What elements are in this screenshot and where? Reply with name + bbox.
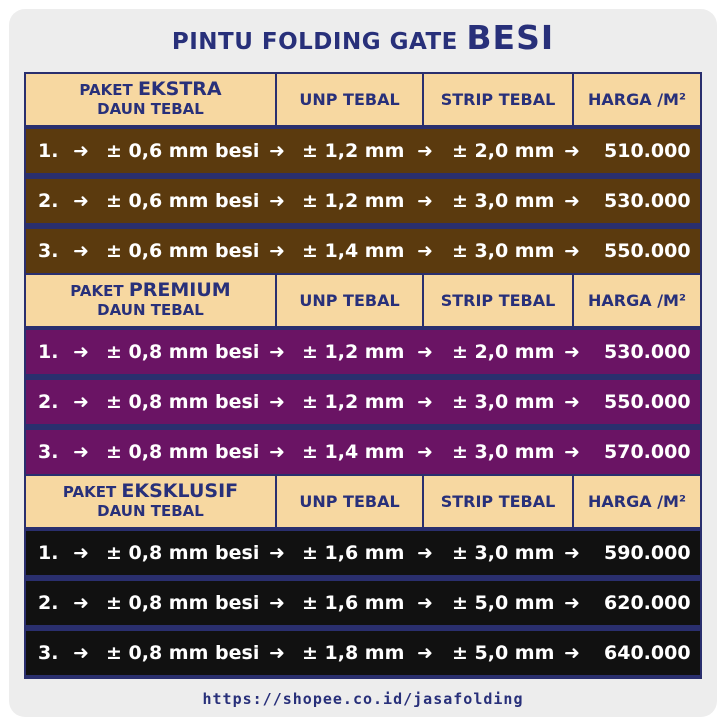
daun-value: ± 0,8 mm besi [106, 542, 260, 564]
arrow-right-icon: ➜ [564, 240, 580, 262]
strip-value: ± 3,0 mm [452, 391, 555, 413]
col-header-strip: STRIP TEBAL [424, 74, 574, 125]
arrow-right-icon: ➜ [417, 240, 433, 262]
price-value: 530.000 [604, 190, 691, 212]
col-header-harga: HARGA /M² [574, 476, 700, 527]
paket-name: PREMIUM [128, 279, 231, 301]
arrow-right-icon: ➜ [564, 592, 580, 614]
paket-label-cell [26, 476, 277, 527]
arrow-right-icon: ➜ [269, 642, 285, 664]
unp-value: ± 1,6 mm [302, 542, 405, 564]
daun-value: ± 0,8 mm besi [106, 642, 260, 664]
section-header-eksklusif [26, 476, 700, 527]
arrow-right-icon: ➜ [564, 391, 580, 413]
strip-value: ± 5,0 mm [452, 642, 555, 664]
strip-value: ± 2,0 mm [452, 140, 555, 162]
table-row [26, 378, 700, 426]
arrow-right-icon: ➜ [73, 441, 89, 463]
arrow-right-icon: ➜ [269, 542, 285, 564]
arrow-right-icon: ➜ [417, 542, 433, 564]
arrow-right-icon: ➜ [564, 642, 580, 664]
col-header-harga: HARGA /M² [574, 275, 700, 326]
table-row [26, 629, 700, 677]
table-row [26, 579, 700, 627]
arrow-right-icon: ➜ [269, 441, 285, 463]
arrow-right-icon: ➜ [73, 341, 89, 363]
price-value: 640.000 [604, 642, 691, 664]
title-prefix: PINTU FOLDING GATE [171, 29, 467, 55]
col-header-unp: UNP TEBAL [277, 74, 424, 125]
price-value: 550.000 [604, 240, 691, 262]
arrow-right-icon: ➜ [269, 341, 285, 363]
paket-subtitle: DAUN TEBAL [97, 502, 204, 520]
col-header-strip: STRIP TEBAL [424, 275, 574, 326]
arrow-right-icon: ➜ [417, 190, 433, 212]
arrow-right-icon: ➜ [73, 140, 89, 162]
arrow-right-icon: ➜ [564, 341, 580, 363]
arrow-right-icon: ➜ [73, 190, 89, 212]
arrow-right-icon: ➜ [417, 441, 433, 463]
row-number: 2. [38, 190, 59, 212]
strip-value: ± 3,0 mm [452, 190, 555, 212]
strip-value: ± 5,0 mm [452, 592, 555, 614]
page-title [0, 18, 726, 57]
arrow-right-icon: ➜ [269, 592, 285, 614]
unp-value: ± 1,4 mm [302, 441, 405, 463]
arrow-right-icon: ➜ [269, 190, 285, 212]
arrow-right-icon: ➜ [269, 391, 285, 413]
daun-value: ± 0,8 mm besi [106, 441, 260, 463]
table-row [26, 529, 700, 577]
section-header-premium [26, 275, 700, 326]
strip-value: ± 3,0 mm [452, 441, 555, 463]
arrow-right-icon: ➜ [564, 441, 580, 463]
arrow-right-icon: ➜ [417, 140, 433, 162]
unp-value: ± 1,8 mm [302, 642, 405, 664]
strip-value: ± 3,0 mm [452, 542, 555, 564]
daun-value: ± 0,6 mm besi [106, 190, 260, 212]
arrow-right-icon: ➜ [269, 240, 285, 262]
row-number: 1. [38, 542, 59, 564]
price-value: 510.000 [604, 140, 691, 162]
row-number: 3. [38, 441, 59, 463]
arrow-right-icon: ➜ [417, 642, 433, 664]
row-number: 2. [38, 592, 59, 614]
strip-value: ± 3,0 mm [452, 240, 555, 262]
table-row [26, 328, 700, 376]
unp-value: ± 1,4 mm [302, 240, 405, 262]
unp-value: ± 1,6 mm [302, 592, 405, 614]
daun-value: ± 0,8 mm besi [106, 391, 260, 413]
arrow-right-icon: ➜ [73, 642, 89, 664]
row-number: 3. [38, 240, 59, 262]
paket-label-cell [26, 275, 277, 326]
strip-value: ± 2,0 mm [452, 341, 555, 363]
table-row [26, 428, 700, 476]
unp-value: ± 1,2 mm [302, 391, 405, 413]
price-table [24, 72, 702, 679]
paket-prefix: PAKET [79, 81, 138, 99]
shop-link[interactable]: https://shopee.co.id/jasafolding [202, 690, 524, 708]
paket-subtitle: DAUN TEBAL [97, 100, 204, 118]
row-number: 2. [38, 391, 59, 413]
daun-value: ± 0,8 mm besi [106, 592, 260, 614]
arrow-right-icon: ➜ [73, 391, 89, 413]
unp-value: ± 1,2 mm [302, 190, 405, 212]
daun-value: ± 0,6 mm besi [106, 240, 260, 262]
title-emphasis: BESI [466, 18, 555, 57]
col-header-strip: STRIP TEBAL [424, 476, 574, 527]
arrow-right-icon: ➜ [417, 592, 433, 614]
price-value: 620.000 [604, 592, 691, 614]
col-header-unp: UNP TEBAL [277, 476, 424, 527]
row-number: 1. [38, 140, 59, 162]
col-header-harga: HARGA /M² [574, 74, 700, 125]
price-value: 570.000 [604, 441, 691, 463]
paket-name: EKSKLUSIF [121, 480, 239, 502]
unp-value: ± 1,2 mm [302, 140, 405, 162]
arrow-right-icon: ➜ [564, 140, 580, 162]
arrow-right-icon: ➜ [73, 592, 89, 614]
paket-label-cell [26, 74, 277, 125]
paket-prefix: PAKET [62, 483, 122, 501]
arrow-right-icon: ➜ [417, 341, 433, 363]
arrow-right-icon: ➜ [73, 542, 89, 564]
row-number: 3. [38, 642, 59, 664]
section-header-ekstra [26, 74, 700, 125]
arrow-right-icon: ➜ [564, 190, 580, 212]
table-row [26, 177, 700, 225]
paket-name: EKSTRA [137, 78, 222, 100]
arrow-right-icon: ➜ [73, 240, 89, 262]
arrow-right-icon: ➜ [564, 542, 580, 564]
table-row [26, 127, 700, 175]
daun-value: ± 0,6 mm besi [106, 140, 260, 162]
col-header-unp: UNP TEBAL [277, 275, 424, 326]
paket-prefix: PAKET [70, 282, 129, 300]
arrow-right-icon: ➜ [269, 140, 285, 162]
unp-value: ± 1,2 mm [302, 341, 405, 363]
table-row [26, 227, 700, 275]
price-value: 590.000 [604, 542, 691, 564]
price-value: 530.000 [604, 341, 691, 363]
price-value: 550.000 [604, 391, 691, 413]
paket-subtitle: DAUN TEBAL [97, 301, 204, 319]
arrow-right-icon: ➜ [417, 391, 433, 413]
row-number: 1. [38, 341, 59, 363]
daun-value: ± 0,8 mm besi [106, 341, 260, 363]
